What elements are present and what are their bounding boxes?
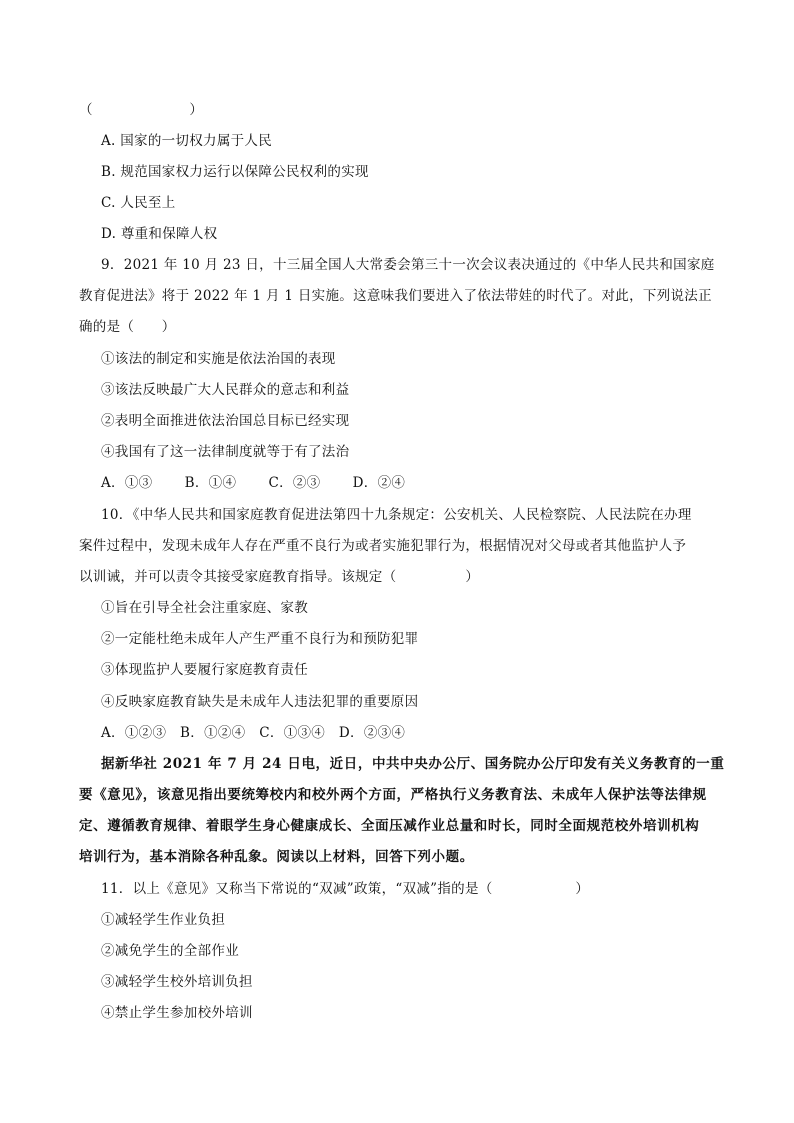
- q8-option-b: B. 规范国家权力运行以保障公民权利的实现: [101, 164, 369, 180]
- material-line-2: 要《意见》，该意见指出要统筹校内和校外两个方面，严格执行义务教育法、未成年人保护法等法律规: [79, 787, 707, 803]
- q11-stem: 11．以上《意见》又称当下常说的“双减”政策，“双减”指的是（ ）: [101, 881, 590, 897]
- q10-stem-line-1: 10．《中华人民共和国家庭教育促进法第四十九条规定：公安机关、人民检察院、人民法院在办理: [101, 507, 692, 523]
- q9-stem-line-2: 教育促进法》将于 2022 年 1 月 1 日实施。这意味我们要进入了依法带娃的时代了。对此，下列说法正: [79, 288, 712, 304]
- q9-choices: A．①③ B．①④ C．②③ D．②④: [101, 475, 406, 491]
- q8-option-a: A. 国家的一切权力属于人民: [101, 133, 273, 149]
- q10-statement-3: ③体现监护人要履行家庭教育责任: [101, 662, 308, 678]
- q9-statement-1: ①该法的制定和实施是依法治国的表现: [101, 351, 336, 367]
- q8-answer-blank: （ ）: [79, 102, 204, 118]
- q10-choices: A．①②③ B．①②④ C．①③④ D．②③④: [101, 725, 406, 741]
- q10-statement-4: ④反映家庭教育缺失是未成年人违法犯罪的重要原因: [101, 694, 419, 710]
- q8-option-c: C. 人民至上: [101, 195, 176, 211]
- material-line-4: 培训行为，基本消除各种乱象。阅读以上材料，回答下列小题。: [79, 849, 474, 865]
- material-line-3: 定、遵循教育规律、着眼学生身心健康成长、全面压减作业总量和时长，同时全面规范校外培训机构: [79, 818, 700, 834]
- q11-statement-1: ①减轻学生作业负担: [101, 912, 226, 928]
- q11-statement-3: ③减轻学生校外培训负担: [101, 974, 253, 990]
- q10-stem-line-2: 案件过程中，发现未成年人存在严重不良行为或者实施犯罪行为，根据情况对父母或者其他监护人予: [79, 538, 687, 554]
- q8-option-d: D. 尊重和保障人权: [101, 226, 218, 242]
- q10-stem-line-3: 以训诫，并可以责令其接受家庭教育指导。该规定（ ）: [79, 569, 480, 585]
- q10-statement-2: ②一定能杜绝未成年人产生严重不良行为和预防犯罪: [101, 631, 419, 647]
- q9-statement-4: ④我国有了这一法律制度就等于有了法治: [101, 444, 350, 460]
- q11-statement-4: ④禁止学生参加校外培训: [101, 1005, 253, 1021]
- q9-stem-line-3: 确的是（ ）: [79, 319, 176, 335]
- material-line-1: 据新华社 2021 年 7 月 24 日电，近日，中共中央办公厅、国务院办公厅印发有关义务教育的一重: [101, 756, 725, 772]
- q9-stem-line-1: 9．2021 年 10 月 23 日，十三届全国人大常委会第三十一次会议表决通过的《中华人民共和国家庭: [101, 257, 715, 273]
- q9-statement-3: ③该法反映最广大人民群众的意志和利益: [101, 382, 350, 398]
- q9-statement-2: ②表明全面推进依法治国总目标已经实现: [101, 413, 350, 429]
- q10-statement-1: ①旨在引导全社会注重家庭、家教: [101, 600, 308, 616]
- q11-statement-2: ②减免学生的全部作业: [101, 943, 239, 959]
